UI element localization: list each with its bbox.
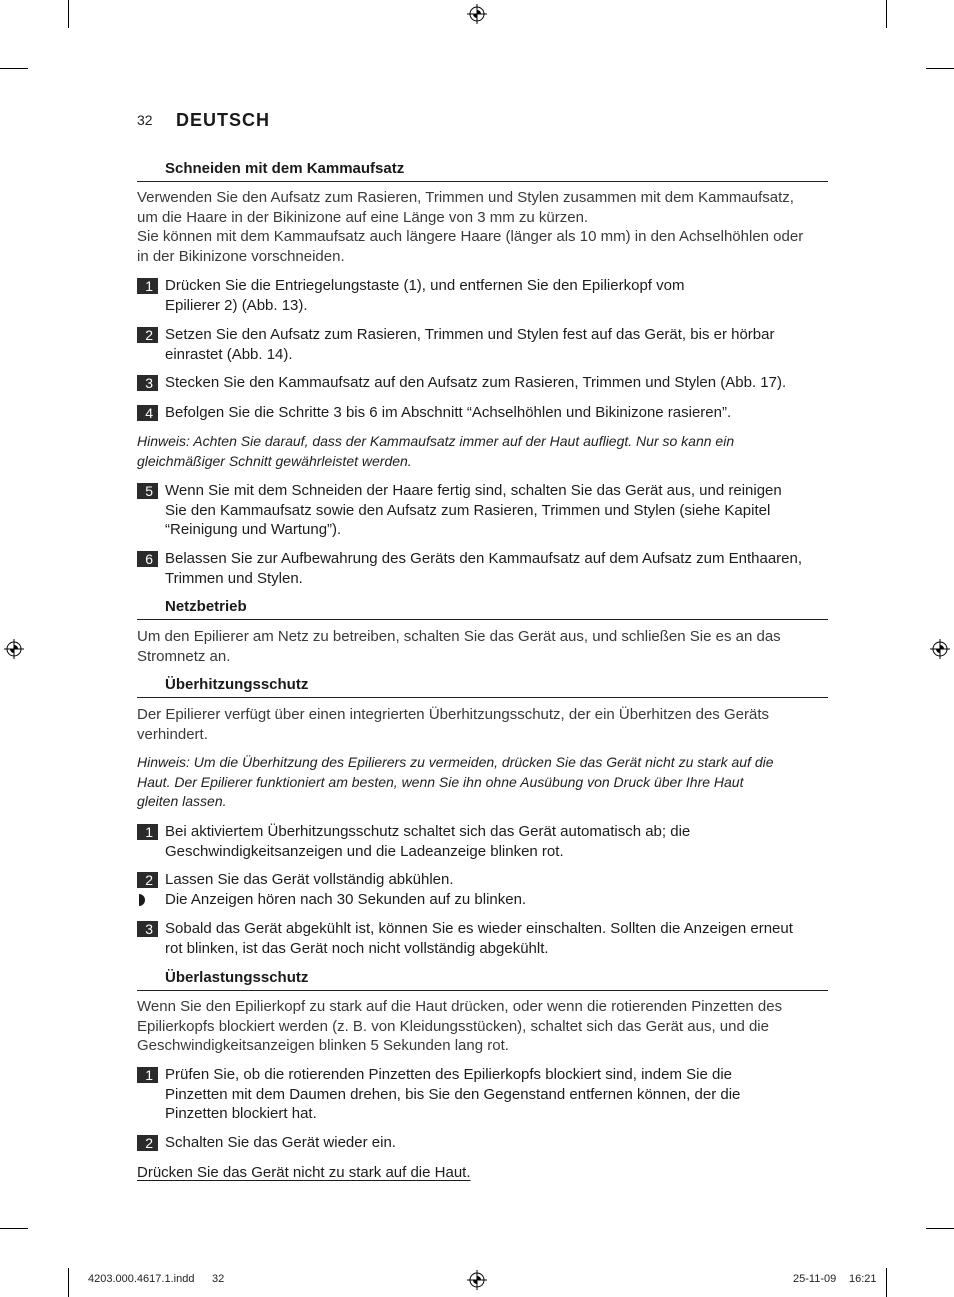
step-item xyxy=(137,481,828,540)
step-item xyxy=(137,276,828,315)
step-number-badge: 3 xyxy=(137,921,158,937)
step-text-line: Sie den Kammaufsatz sowie den Aufsatz zum Rasieren, Trimmen und Stylen (siehe Kapitel xyxy=(165,501,771,519)
step-text-line: rot blinken, ist das Gerät noch nicht vollständig abgekühlt. xyxy=(165,939,549,957)
intro-paragraph xyxy=(137,188,803,266)
step-text-line: Schalten Sie das Gerät wieder ein. xyxy=(165,1134,396,1151)
step-text-line: Lassen Sie das Gerät vollständig abkühlen. xyxy=(165,871,454,888)
text-line: Sie können mit dem Kammaufsatz auch längere Haare (länger als 10 mm) in den Achselhöhlen oder xyxy=(137,228,804,245)
registration-mark-icon xyxy=(4,639,24,659)
step-text-line: Bei aktiviertem Überhitzungsschutz schaltet sich das Gerät automatisch ab; die xyxy=(165,823,691,840)
step-text-line: “Reinigung und Wartung”). xyxy=(165,521,342,538)
step-number-badge: 3 xyxy=(137,375,158,391)
step-item xyxy=(137,373,828,393)
text-line: Wenn Sie den Epilierkopf zu stark auf die Haut drücken, oder wenn die rotierenden Pinzetten des xyxy=(137,998,783,1015)
note-line: Haut. Der Epilierer funktioniert am besten, wenn Sie ihn ohne Ausübung von Druck über Ihre Haut xyxy=(137,773,744,790)
registration-mark-icon xyxy=(467,1270,487,1290)
note-paragraph xyxy=(137,432,734,471)
step-text-line: Setzen Sie den Aufsatz zum Rasieren, Trimmen und Stylen fest auf das Gerät, bis er hörbar xyxy=(165,326,775,343)
step-text-line: Prüfen Sie, ob die rotierenden Pinzetten des Epilierkopfs blockiert sind, indem Sie die xyxy=(165,1066,732,1083)
step-text-line: Stecken Sie den Kammaufsatz auf den Aufsatz zum Rasieren, Trimmen und Stylen (Abb. 17). xyxy=(165,374,787,391)
right-half-circle-bullet-icon xyxy=(138,894,146,906)
crop-mark xyxy=(926,1228,954,1229)
intro-paragraph xyxy=(137,705,769,744)
step-text xyxy=(165,276,828,315)
text-line: Um den Epilierer am Netz zu betreiben, schalten Sie das Gerät aus, und schließen Sie es an das xyxy=(137,628,781,645)
crop-mark xyxy=(926,68,954,69)
step-result-text xyxy=(165,890,828,910)
step-text-line: Befolgen Sie die Schritte 3 bis 6 im Abschnitt “Achselhöhlen und Bikinizone rasieren”. xyxy=(165,404,732,421)
crop-mark xyxy=(886,1268,887,1297)
footer-date: 25-11-09 xyxy=(793,1273,837,1285)
note-line: gleichmäßiger Schnitt gewährleistet werden. xyxy=(137,452,412,469)
section-heading xyxy=(137,968,828,991)
step-number-badge: 1 xyxy=(137,824,158,840)
step-item xyxy=(137,1065,828,1124)
step-text-line: Sobald das Gerät abgekühlt ist, können Sie es wieder einschalten. Sollten die Anzeigen erneut xyxy=(165,920,793,937)
step-text-line: Pinzetten mit dem Daumen drehen, bis Sie den Gegenstand entfernen können, der die xyxy=(165,1085,741,1103)
step-text xyxy=(165,549,828,588)
step-item xyxy=(137,919,828,958)
section-heading xyxy=(137,159,828,182)
language-title: DEUTSCH xyxy=(176,110,271,130)
step-text xyxy=(165,373,828,393)
step-text xyxy=(165,822,828,861)
step-text-line: Pinzetten blockiert hat. xyxy=(165,1105,317,1122)
crop-mark xyxy=(886,0,887,28)
step-text-line: Belassen Sie zur Aufbewahrung des Geräts den Kammaufsatz auf dem Aufsatz zum Enthaaren, xyxy=(165,550,803,567)
note-line: gleiten lassen. xyxy=(137,793,227,809)
text-line: Epilierkopfs blockiert werden (z. B. von Kleidungsstücken), schaltet sich das Gerät aus, und die xyxy=(137,1017,769,1035)
crop-mark xyxy=(0,68,28,69)
step-text xyxy=(165,481,828,540)
step-number-badge: 2 xyxy=(137,1135,158,1151)
step-text xyxy=(165,403,828,423)
step-text-line: Epilierer 2) (Abb. 13). xyxy=(165,296,308,314)
text-line: in der Bikinizone vorschneiden. xyxy=(137,247,345,265)
step-number-badge: 1 xyxy=(137,278,158,294)
step-text-line: Wenn Sie mit dem Schneiden der Haare fertig sind, schalten Sie das Gerät aus, und reinigen xyxy=(165,482,782,499)
section-heading xyxy=(137,675,828,698)
step-text-line: Geschwindigkeitsanzeigen und die Ladeanzeige blinken rot. xyxy=(165,842,564,860)
crop-mark xyxy=(68,0,69,28)
crop-mark xyxy=(0,1228,28,1229)
text-line: Geschwindigkeitsanzeigen blinken 5 Sekunden lang rot. xyxy=(137,1037,509,1054)
note-line: Hinweis: Achten Sie darauf, dass der Kammaufsatz immer auf der Haut aufliegt. Nur so kann ein xyxy=(137,433,735,449)
footer-page-number: 32 xyxy=(212,1273,225,1285)
step-text xyxy=(165,870,828,890)
text-line: Verwenden Sie den Aufsatz zum Rasieren, Trimmen und Stylen zusammen mit dem Kammaufsatz, xyxy=(137,189,794,206)
crop-mark xyxy=(68,1268,69,1297)
step-text-line: einrastet (Abb. 14). xyxy=(165,345,293,363)
section-heading xyxy=(137,597,828,620)
section-heading-text: Schneiden mit dem Kammaufsatz xyxy=(165,160,405,177)
step-text xyxy=(165,919,828,958)
note-line: Hinweis: Um die Überhitzung des Epilierers zu vermeiden, drücken Sie das Gerät nicht zu stark auf die xyxy=(137,754,774,770)
step-item xyxy=(137,325,828,364)
section-heading-text: Überlastungsschutz xyxy=(165,969,309,986)
step-result-line: Die Anzeigen hören nach 30 Sekunden auf zu blinken. xyxy=(165,891,527,908)
step-item xyxy=(137,1133,828,1153)
step-number-badge: 6 xyxy=(137,551,158,567)
step-text-line: Trimmen und Stylen. xyxy=(165,569,303,587)
footer-file-name: 4203.000.4617.1.indd xyxy=(88,1273,195,1285)
step-item xyxy=(137,549,828,588)
step-result xyxy=(137,890,828,910)
step-item xyxy=(137,822,828,861)
step-text-line: Drücken Sie die Entriegelungstaste (1), und entfernen Sie den Epilierkopf vom xyxy=(165,277,685,294)
page-number: 32 xyxy=(137,112,153,128)
step-number-badge: 2 xyxy=(137,872,158,888)
text-line: Der Epilierer verfügt über einen integrierten Überhitzungsschutz, der ein Überhitzen des Geräts xyxy=(137,706,769,723)
text-line: um die Haare in der Bikinizone auf eine Länge von 3 mm zu kürzen. xyxy=(137,208,589,226)
note-paragraph xyxy=(137,753,774,812)
step-number-badge: 2 xyxy=(137,327,158,343)
registration-mark-icon xyxy=(930,639,950,659)
section-heading-text: Netzbetrieb xyxy=(165,598,247,615)
registration-mark-icon xyxy=(467,4,487,24)
footer-time: 16:21 xyxy=(849,1273,877,1285)
section-heading-text: Überhitzungsschutz xyxy=(165,676,309,693)
step-text xyxy=(165,1065,828,1124)
underlined-warning-line: Drücken Sie das Gerät nicht zu stark auf die Haut. xyxy=(137,1164,471,1181)
step-item xyxy=(137,870,828,890)
step-item xyxy=(137,403,828,423)
step-number-badge: 4 xyxy=(137,405,158,421)
step-number-badge: 1 xyxy=(137,1067,158,1083)
text-line: Stromnetz an. xyxy=(137,647,231,665)
step-text xyxy=(165,1133,828,1153)
text-line: verhindert. xyxy=(137,725,208,743)
intro-paragraph xyxy=(137,627,781,666)
intro-paragraph xyxy=(137,997,782,1056)
step-text xyxy=(165,325,828,364)
step-number-badge: 5 xyxy=(137,483,158,499)
